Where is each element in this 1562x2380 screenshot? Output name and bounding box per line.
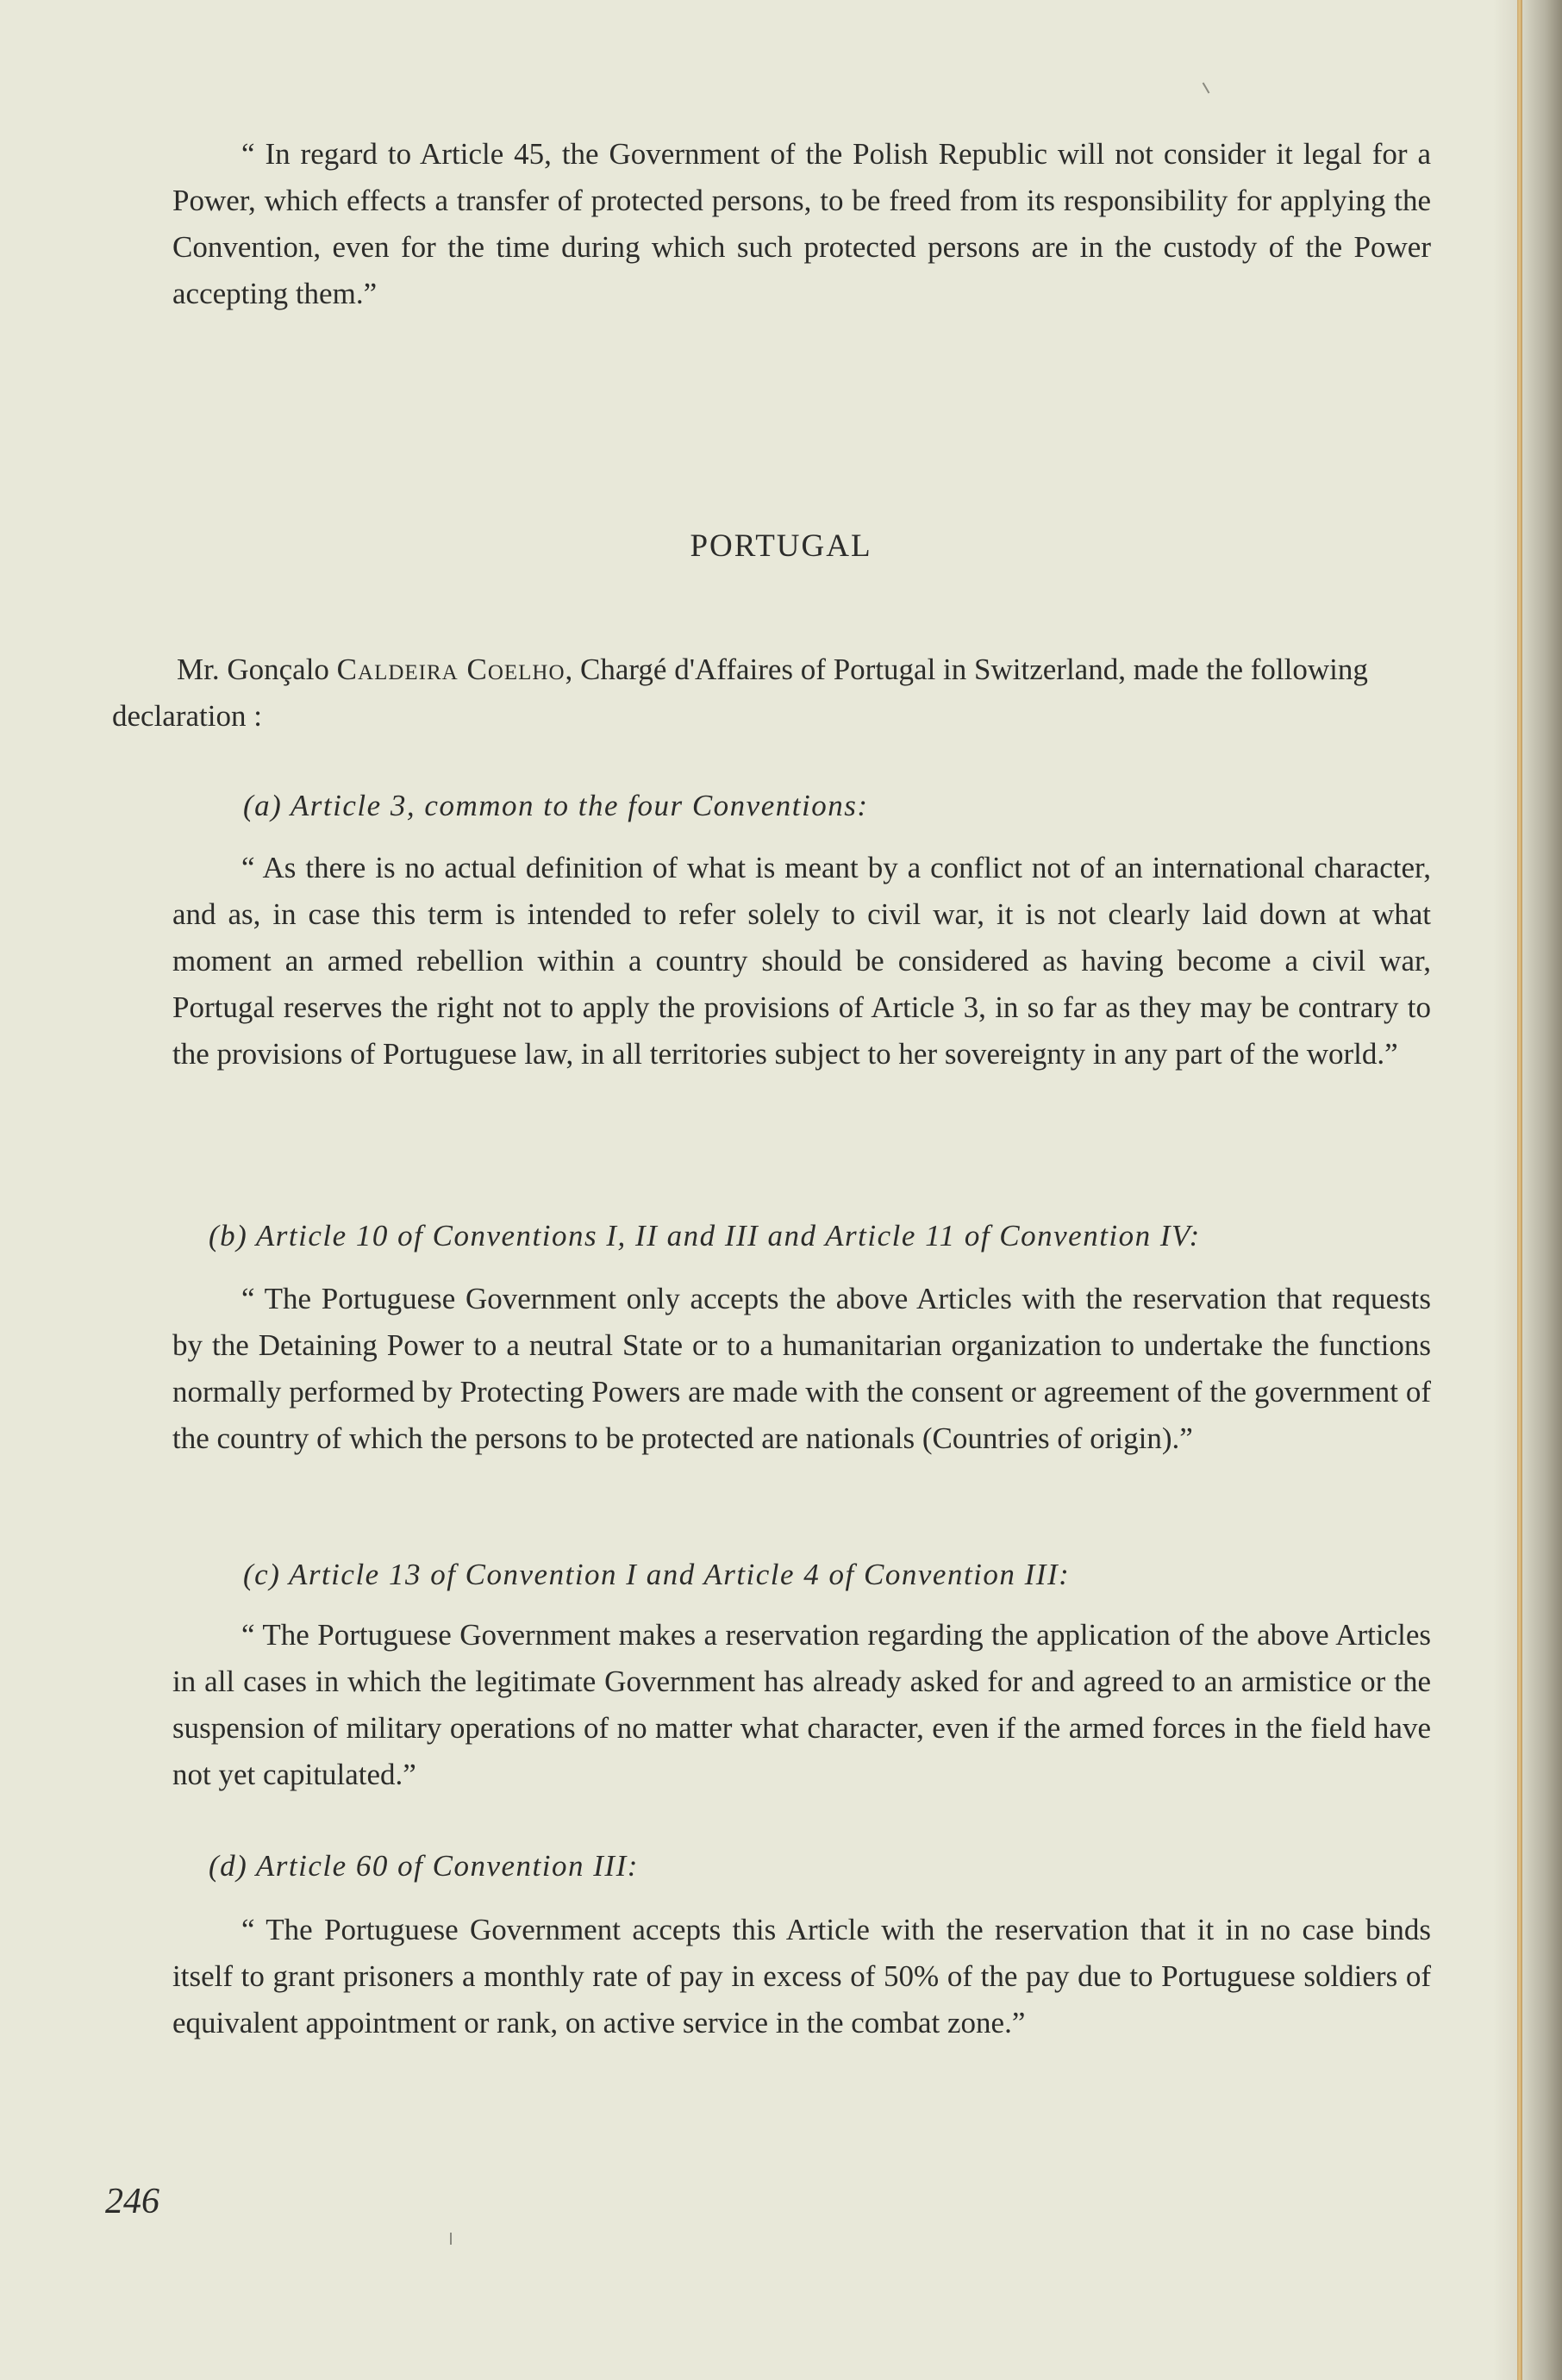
page-number: 246 (105, 2182, 159, 2221)
subsection-a-text: “ As there is no actual definition of what is meant by a conflict not of an international character, and as, in case this term is intended to refer solely to civil war, it is not clearly laid down at what moment an armed rebellion within a country should be considered as having become a civil war, Portugal reserves the right not to apply the provisions of Article 3, in so far as they may be contrary to the provisions of Portuguese law, in all territories subject to her sovereignty in any part of the world.” (172, 851, 1431, 1071)
subsection-a-block (172, 845, 1431, 1078)
poland-quote: “ In regard to Article 45, the Government of the Polish Republic will not consider it legal for a Power, which effects a transfer of protected persons, to be freed from its responsibility for applying the Convention, even for the time during which such protected persons are in the custody of the Power accepting them.” (172, 137, 1431, 310)
poland-quote-block (172, 131, 1431, 317)
subsection-a-label: (a) Article 3, common to the four Conventions: (243, 789, 869, 822)
subsection-b-block (172, 1276, 1431, 1462)
speck-mark (1203, 82, 1210, 93)
declaration-suffix: , Chargé d'Affaires of Portugal in Switzerland, made the following declaration : (112, 653, 1368, 733)
subsection-d-text: “ The Portuguese Government accepts this Article with the reservation that it in no case binds itself to grant prisoners a monthly rate of pay in excess of 50% of the pay due to Portuguese soldiers of equivalent appointment or rank, on active service in the combat zone.” (172, 1913, 1431, 2040)
subsection-d-block (172, 1907, 1431, 2046)
binding-shadow (1493, 0, 1562, 2380)
declaration-paragraph (112, 647, 1431, 740)
subsection-c-block (172, 1612, 1431, 1798)
section-heading-portugal: PORTUGAL (690, 528, 872, 564)
subsection-c-text: “ The Portuguese Government makes a reservation regarding the application of the above Articles in all cases in which the legitimate Government has already asked for and agreed to an armistice or the suspension of military operations of no matter what character, even if the armed forces in the field have not yet capitulated.” (172, 1618, 1431, 1791)
speck-mark (450, 2233, 452, 2245)
subsection-d-label: (d) Article 60 of Convention III: (209, 1849, 639, 1883)
declaration-prefix: Mr. Gonçalo (177, 653, 337, 686)
subsection-c-label: (c) Article 13 of Convention I and Article 4 of Convention III: (243, 1558, 1071, 1591)
subsection-b-label: (b) Article 10 of Conventions I, II and III and Article 11 of Convention IV: (209, 1219, 1201, 1252)
subsection-b-text: “ The Portuguese Government only accepts the above Articles with the reservation that requests by the Detaining Power to a neutral State or to a humanitarian organization to undertake the functions normally performed by Protecting Powers are made with the consent or agreement of the government of the country of which the persons to be protected are nationals (Countries of origin).” (172, 1282, 1431, 1455)
page-edge (1517, 0, 1522, 2380)
declarant-name: Caldeira Coelho (336, 653, 565, 686)
